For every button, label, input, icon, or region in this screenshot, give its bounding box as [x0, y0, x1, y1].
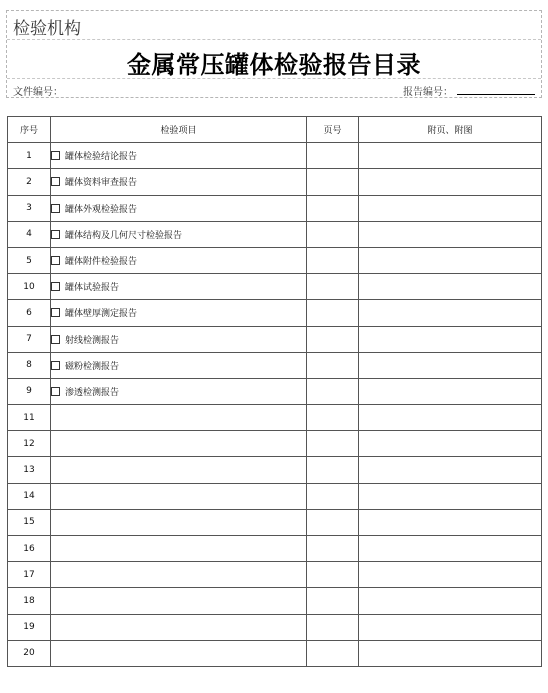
row-number: 14 [8, 483, 51, 509]
row-number: 6 [8, 300, 51, 326]
inspection-item-label: 罐体检验结论报告 [65, 152, 138, 163]
page-number-cell[interactable] [307, 405, 359, 431]
document-header [6, 10, 542, 98]
inspection-item-label: 罐体附件检验报告 [65, 257, 138, 268]
table-row [8, 300, 542, 326]
row-number: 7 [8, 326, 51, 352]
col-header-no: 序号 [8, 117, 51, 143]
inspection-item-cell [51, 221, 307, 247]
appendix-cell[interactable] [359, 614, 542, 640]
appendix-cell[interactable] [359, 562, 542, 588]
table-row [8, 169, 542, 195]
table-row [8, 562, 542, 588]
appendix-cell[interactable] [359, 536, 542, 562]
report-number-field[interactable] [457, 94, 535, 95]
appendix-cell[interactable] [359, 169, 542, 195]
table-row [8, 640, 542, 666]
table-row [8, 588, 542, 614]
page-number-cell[interactable] [307, 195, 359, 221]
document-title: 金属常压罐体检验报告目录 [127, 50, 421, 79]
inspection-item-cell [51, 562, 307, 588]
page-number-cell[interactable] [307, 431, 359, 457]
page-number-cell[interactable] [307, 300, 359, 326]
inspection-item-cell [51, 640, 307, 666]
appendix-cell[interactable] [359, 352, 542, 378]
table-row [8, 483, 542, 509]
row-number: 8 [8, 352, 51, 378]
page-number-cell[interactable] [307, 483, 359, 509]
row-number: 16 [8, 536, 51, 562]
row-number: 19 [8, 614, 51, 640]
report-number-label: 报告编号： [403, 87, 453, 98]
table-row [8, 326, 542, 352]
table-row [8, 143, 542, 169]
row-number: 1 [8, 143, 51, 169]
inspection-item-cell [51, 274, 307, 300]
checkbox-icon[interactable] [51, 151, 60, 160]
inspection-org-label: 检验机构 [13, 19, 81, 39]
checkbox-icon[interactable] [51, 204, 60, 213]
row-number: 2 [8, 169, 51, 195]
inspection-item-label: 射线检测报告 [65, 335, 120, 346]
appendix-cell[interactable] [359, 221, 542, 247]
row-number: 9 [8, 378, 51, 404]
page-number-cell[interactable] [307, 588, 359, 614]
col-header-page: 页号 [307, 117, 359, 143]
checkbox-icon[interactable] [51, 361, 60, 370]
inspection-item-cell [51, 614, 307, 640]
row-number: 20 [8, 640, 51, 666]
inspection-item-label: 罐体外观检验报告 [65, 204, 138, 215]
file-number-label: 文件编号： [13, 87, 63, 98]
inspection-item-label: 罐体壁厚测定报告 [65, 309, 138, 320]
appendix-cell[interactable] [359, 274, 542, 300]
table-row [8, 221, 542, 247]
table-body [8, 143, 542, 667]
appendix-cell[interactable] [359, 405, 542, 431]
page-number-cell[interactable] [307, 536, 359, 562]
inspection-item-label: 磁粉检测报告 [65, 361, 120, 372]
page-number-cell[interactable] [307, 378, 359, 404]
inspection-item-cell [51, 483, 307, 509]
col-header-appendix: 附页、附图 [359, 117, 542, 143]
inspection-item-cell [51, 169, 307, 195]
page-number-cell[interactable] [307, 143, 359, 169]
table-header-row [8, 117, 542, 143]
page-number-cell[interactable] [307, 247, 359, 273]
inspection-item-label: 渗透检测报告 [65, 387, 120, 398]
checkbox-icon[interactable] [51, 230, 60, 239]
header-divider-bottom [7, 78, 541, 79]
table-row [8, 431, 542, 457]
header-divider-top [7, 39, 541, 40]
col-header-item: 检验项目 [51, 117, 307, 143]
table-row [8, 536, 542, 562]
page-number-cell[interactable] [307, 352, 359, 378]
appendix-cell[interactable] [359, 483, 542, 509]
checkbox-icon[interactable] [51, 177, 60, 186]
table-row [8, 614, 542, 640]
inspection-item-cell [51, 352, 307, 378]
page-number-cell[interactable] [307, 169, 359, 195]
checkbox-icon[interactable] [51, 308, 60, 317]
page-number-cell[interactable] [307, 614, 359, 640]
appendix-cell[interactable] [359, 195, 542, 221]
inspection-item-cell [51, 431, 307, 457]
contents-table [7, 116, 542, 667]
row-number: 5 [8, 247, 51, 273]
row-number: 3 [8, 195, 51, 221]
appendix-cell[interactable] [359, 457, 542, 483]
inspection-item-label: 罐体结构及几何尺寸检验报告 [65, 230, 183, 241]
row-number: 18 [8, 588, 51, 614]
table-row [8, 195, 542, 221]
page-number-cell[interactable] [307, 221, 359, 247]
row-number: 10 [8, 274, 51, 300]
checkbox-icon[interactable] [51, 335, 60, 344]
appendix-cell[interactable] [359, 431, 542, 457]
page-number-cell[interactable] [307, 562, 359, 588]
checkbox-icon[interactable] [51, 256, 60, 265]
inspection-item-cell [51, 195, 307, 221]
row-number: 4 [8, 221, 51, 247]
inspection-item-cell [51, 536, 307, 562]
inspection-item-cell [51, 326, 307, 352]
inspection-item-cell [51, 509, 307, 535]
row-number: 15 [8, 509, 51, 535]
appendix-cell[interactable] [359, 247, 542, 273]
row-number: 13 [8, 457, 51, 483]
row-number: 17 [8, 562, 51, 588]
appendix-cell[interactable] [359, 640, 542, 666]
inspection-item-cell [51, 457, 307, 483]
inspection-item-label: 罐体资料审查报告 [65, 178, 138, 189]
inspection-item-cell [51, 378, 307, 404]
appendix-cell[interactable] [359, 326, 542, 352]
table-row [8, 352, 542, 378]
table-row [8, 247, 542, 273]
inspection-item-label: 罐体试验报告 [65, 283, 120, 294]
table-row [8, 378, 542, 404]
appendix-cell[interactable] [359, 588, 542, 614]
page-number-cell[interactable] [307, 457, 359, 483]
page-number-cell[interactable] [307, 326, 359, 352]
table-row [8, 509, 542, 535]
appendix-cell[interactable] [359, 300, 542, 326]
table-row [8, 274, 542, 300]
inspection-item-cell [51, 247, 307, 273]
appendix-cell[interactable] [359, 143, 542, 169]
page-number-cell[interactable] [307, 509, 359, 535]
appendix-cell[interactable] [359, 509, 542, 535]
inspection-item-cell [51, 300, 307, 326]
appendix-cell[interactable] [359, 378, 542, 404]
inspection-item-cell [51, 405, 307, 431]
checkbox-icon[interactable] [51, 387, 60, 396]
row-number: 12 [8, 431, 51, 457]
inspection-item-cell [51, 143, 307, 169]
page-number-cell[interactable] [307, 640, 359, 666]
table-row [8, 457, 542, 483]
page-number-cell[interactable] [307, 274, 359, 300]
checkbox-icon[interactable] [51, 282, 60, 291]
inspection-item-cell [51, 588, 307, 614]
table-row [8, 405, 542, 431]
row-number: 11 [8, 405, 51, 431]
